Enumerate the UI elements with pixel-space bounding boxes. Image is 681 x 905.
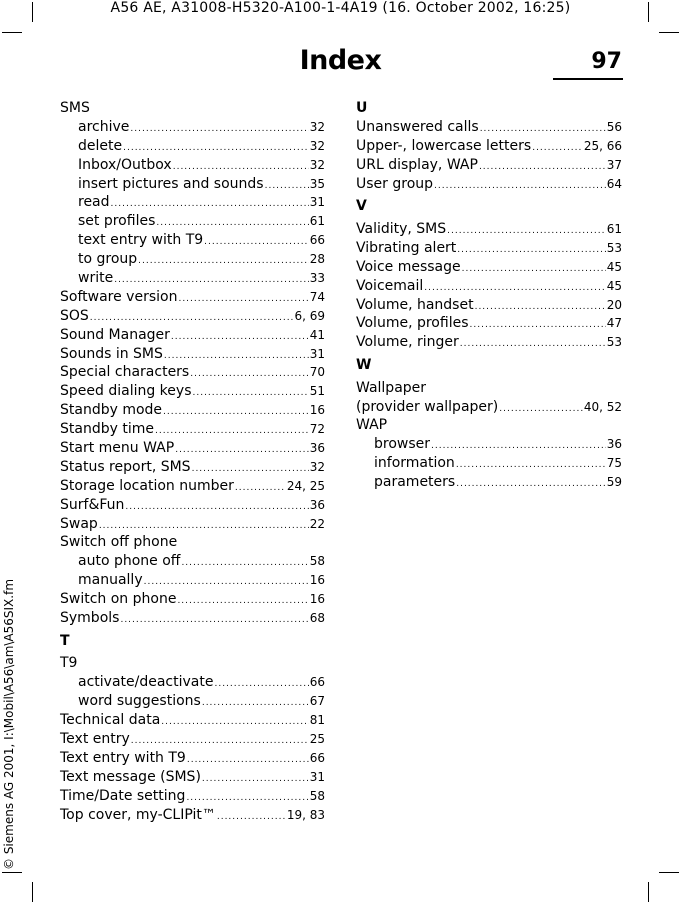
- index-term: Volume, profiles: [356, 315, 469, 332]
- index-subentry: [60, 118, 325, 137]
- page-reference: 31: [309, 195, 325, 210]
- index-heading-entry: SMS: [60, 100, 90, 116]
- page-reference: 66: [309, 675, 325, 690]
- index-term: archive: [78, 118, 130, 135]
- index-heading-entry: Wallpaper: [356, 379, 427, 396]
- index-term: to group: [78, 251, 138, 268]
- index-heading-entry: T9: [60, 655, 78, 672]
- index-entry: [60, 420, 325, 439]
- dot-leader: [130, 120, 308, 139]
- index-term: Standby mode: [60, 402, 163, 419]
- index-subentry: [60, 212, 325, 231]
- dot-leader: [204, 233, 309, 252]
- dot-leader: [120, 611, 308, 630]
- index-term: write: [78, 270, 114, 287]
- index-entry: [60, 288, 325, 307]
- dot-leader: [460, 335, 606, 354]
- index-term: URL display, WAP: [356, 156, 478, 173]
- page-reference: 28: [309, 252, 325, 267]
- index-entry: [60, 326, 325, 345]
- index-section-letter: U: [356, 100, 368, 116]
- dot-leader: [499, 400, 583, 419]
- document-info-header: A56 AE, A31008-H5320-A100-1-4A19 (16. October 2002, 16:25): [110, 0, 571, 16]
- index-term: read: [78, 194, 110, 211]
- index-subentry: [356, 435, 622, 454]
- dot-leader: [125, 498, 308, 517]
- index-entry: [60, 609, 325, 628]
- index-entry: [356, 239, 622, 258]
- dot-leader: [479, 158, 606, 177]
- index-subentry: [60, 156, 325, 175]
- page-title: Index: [299, 45, 382, 76]
- dot-leader: [155, 422, 309, 441]
- index-entry: [60, 787, 325, 806]
- index-term: Special characters: [60, 364, 190, 381]
- dot-leader: [190, 365, 308, 384]
- index-subentry: [356, 454, 622, 473]
- page-reference: 74: [309, 289, 325, 304]
- index-entry: [60, 401, 325, 420]
- page-reference: 33: [309, 271, 325, 286]
- index-entry: [60, 496, 325, 515]
- page-number-rule: [553, 78, 623, 80]
- index-entry: [60, 590, 325, 609]
- page-reference: 31: [309, 769, 325, 784]
- dot-leader: [431, 437, 606, 456]
- crop-mark: [2, 872, 22, 873]
- index-term: (provider wallpaper): [356, 398, 499, 415]
- page-reference: 61: [606, 221, 622, 236]
- index-term: auto phone off: [78, 553, 181, 570]
- index-entry: [60, 711, 325, 730]
- page-reference: 36: [309, 441, 325, 456]
- index-term: User group: [356, 175, 434, 192]
- index-term: Surf&Fun: [60, 496, 125, 513]
- index-subentry: [60, 571, 325, 590]
- page-reference: 31: [309, 346, 325, 361]
- page-reference: 59: [606, 475, 622, 490]
- index-entry: [60, 363, 325, 382]
- page-reference: 45: [606, 278, 622, 293]
- page-reference: 40, 52: [583, 399, 622, 414]
- page-reference: 32: [309, 157, 325, 172]
- page-reference: 16: [309, 403, 325, 418]
- index-term: Inbox/Outbox: [78, 156, 172, 173]
- index-subentry: [60, 552, 325, 571]
- page-reference: 64: [606, 176, 622, 191]
- index-entry: [60, 382, 325, 401]
- dot-leader: [177, 592, 308, 611]
- page-reference: 16: [309, 592, 325, 607]
- index-entry: [60, 458, 325, 477]
- page-reference: 16: [309, 573, 325, 588]
- index-entry: [356, 175, 622, 194]
- dot-leader: [235, 479, 286, 498]
- page-reference: 70: [309, 365, 325, 380]
- index-subentry: [60, 250, 325, 269]
- index-term: Time/Date setting: [60, 787, 186, 804]
- index-term: Status report, SMS: [60, 458, 191, 475]
- dot-leader: [202, 694, 309, 713]
- index-subentry: [60, 175, 325, 194]
- page-reference: 36: [606, 437, 622, 452]
- crop-mark: [659, 872, 679, 873]
- page-reference: 58: [309, 554, 325, 569]
- crop-mark: [2, 32, 22, 33]
- index-heading-entry: Switch off phone: [60, 534, 178, 551]
- index-entry: [356, 296, 622, 315]
- index-term: Top cover, my-CLIPit™: [60, 806, 216, 823]
- dot-leader: [178, 290, 308, 309]
- page-reference: 68: [309, 611, 325, 626]
- page-reference: 45: [606, 259, 622, 274]
- index-entry: [356, 314, 622, 333]
- page-reference: 24, 25: [286, 478, 325, 493]
- index-entry: [356, 156, 622, 175]
- dot-leader: [475, 298, 606, 317]
- dot-leader: [456, 456, 606, 475]
- index-term: Voicemail: [356, 277, 424, 294]
- page-reference: 19, 83: [286, 807, 325, 822]
- dot-leader: [470, 316, 606, 335]
- page-reference: 6, 69: [294, 308, 325, 323]
- dot-leader: [532, 139, 583, 158]
- index-entry: [60, 749, 325, 768]
- page-reference: 32: [309, 459, 325, 474]
- dot-leader: [192, 384, 308, 403]
- index-term: Validity, SMS: [356, 220, 447, 237]
- dot-leader: [214, 675, 308, 694]
- index-term: Text entry: [60, 731, 130, 747]
- page-reference: 35: [309, 176, 325, 191]
- index-term: Vibrating alert: [356, 239, 457, 256]
- dot-leader: [447, 222, 606, 241]
- index-term: set profiles: [78, 213, 156, 230]
- index-subentry: [60, 193, 325, 212]
- index-term: browser: [374, 436, 431, 453]
- index-term: Switch on phone: [60, 591, 177, 608]
- index-term: Swap: [60, 515, 98, 532]
- crop-mark: [659, 32, 679, 33]
- index-section-letter: T: [60, 632, 70, 649]
- index-entry: [356, 137, 622, 156]
- index-term: Software version: [60, 288, 178, 305]
- dot-leader: [163, 403, 309, 422]
- page-reference: 37: [606, 157, 622, 172]
- page-reference: 66: [309, 233, 325, 248]
- index-term: Speed dialing keys: [60, 383, 192, 400]
- page-reference: 53: [606, 240, 622, 255]
- dot-leader: [434, 177, 606, 196]
- index-term: Symbols: [60, 610, 120, 627]
- crop-mark: [32, 882, 33, 902]
- page-reference: 67: [309, 694, 325, 709]
- index-term: Unanswered calls: [356, 118, 479, 135]
- dot-leader: [217, 808, 286, 827]
- index-term: insert pictures and sounds: [78, 175, 264, 192]
- dot-leader: [138, 252, 309, 271]
- page-reference: 61: [309, 214, 325, 229]
- page-reference: 41: [309, 327, 325, 342]
- index-term: Text entry with T9: [60, 749, 186, 766]
- index-term: Storage location number: [60, 477, 234, 494]
- dot-leader: [202, 770, 309, 789]
- index-entry: [60, 477, 325, 496]
- page-number: 97: [591, 49, 622, 74]
- index-term: Technical data: [60, 712, 161, 729]
- index-term: Sounds in SMS: [60, 345, 163, 362]
- page-reference: 81: [309, 713, 325, 728]
- index-term: Volume, ringer: [356, 334, 459, 351]
- dot-leader: [181, 554, 308, 573]
- index-column-right: [356, 99, 622, 492]
- index-entry: [356, 220, 622, 239]
- page-reference: 32: [309, 119, 325, 134]
- page-reference: 58: [309, 788, 325, 803]
- index-subentry: [60, 137, 325, 156]
- crop-mark: [648, 882, 649, 902]
- index-heading-entry: WAP: [356, 417, 388, 434]
- dot-leader: [161, 713, 308, 732]
- page-reference: 56: [606, 119, 622, 134]
- index-term: Sound Manager: [60, 326, 170, 343]
- index-term: Volume, handset: [356, 296, 474, 313]
- index-term: Start menu WAP: [60, 440, 175, 457]
- dot-leader: [187, 751, 309, 770]
- index-term: text entry with T9: [78, 232, 204, 249]
- index-term: manually: [78, 572, 143, 589]
- index-term: word suggestions: [78, 693, 201, 710]
- page-reference: 20: [606, 297, 622, 312]
- index-term: Text message (SMS): [60, 768, 201, 785]
- index-term: delete: [78, 137, 123, 154]
- index-term: Voice message: [356, 258, 461, 275]
- page-reference: 51: [309, 384, 325, 399]
- index-term: information: [374, 455, 455, 472]
- page-reference: 22: [309, 516, 325, 531]
- page-reference: 53: [606, 335, 622, 350]
- dot-leader: [175, 441, 309, 460]
- page-reference: 25: [309, 732, 325, 746]
- index-entry: [356, 333, 622, 352]
- page-reference: 47: [606, 316, 622, 331]
- index-subentry: [60, 673, 325, 692]
- dot-leader: [171, 328, 309, 347]
- index-entry: [356, 258, 622, 277]
- index-term: parameters: [374, 474, 456, 491]
- index-term: Standby time: [60, 421, 154, 438]
- index-subentry: [60, 692, 325, 711]
- page-reference: 66: [309, 750, 325, 765]
- dot-leader: [456, 475, 606, 494]
- index-column-left: [60, 99, 325, 824]
- dot-leader: [265, 177, 309, 196]
- index-entry: [60, 768, 325, 787]
- index-section-letter: W: [356, 357, 372, 374]
- dot-leader: [462, 260, 606, 279]
- page-reference: 75: [606, 456, 622, 471]
- page-reference: 72: [309, 422, 325, 437]
- copyright-side-text: © Siemens AG 2001, I:\Mobil\A56\am\A56SIX.fm: [2, 578, 16, 870]
- index-subentry: [60, 269, 325, 288]
- index-entry: [60, 515, 325, 534]
- index-subentry: [60, 231, 325, 250]
- page-reference: 32: [309, 138, 325, 153]
- index-entry: [60, 730, 325, 749]
- index-entry: [60, 439, 325, 458]
- index-entry: [356, 277, 622, 296]
- index-entry: [60, 307, 325, 326]
- index-section-letter: V: [356, 198, 367, 215]
- index-term: SOS: [60, 307, 89, 324]
- index-entry: [60, 806, 325, 825]
- index-entry: [356, 118, 622, 137]
- page-reference: 25, 66: [583, 138, 622, 153]
- dot-leader: [457, 241, 605, 260]
- index-term: activate/deactivate: [78, 674, 214, 691]
- index-entry: [356, 398, 622, 417]
- index-subentry: [356, 473, 622, 492]
- index-entry: [60, 345, 325, 364]
- index-term: Upper-, lowercase letters: [356, 137, 532, 154]
- page-reference: 36: [309, 497, 325, 512]
